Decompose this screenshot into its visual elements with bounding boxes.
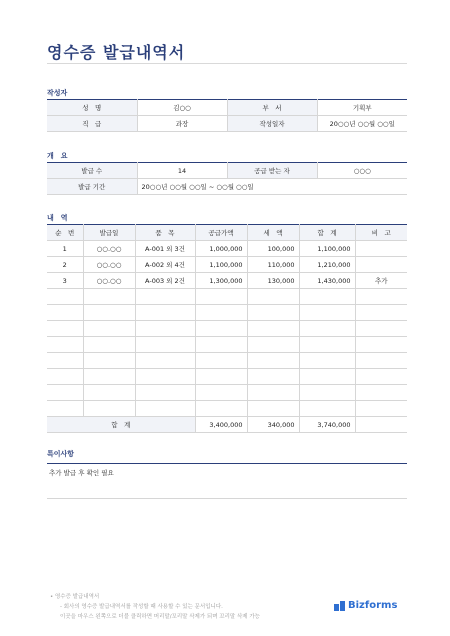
overview-table [47, 162, 407, 195]
details-cell[interactable]: 1,100,000 [299, 241, 355, 257]
details-empty-cell[interactable] [47, 369, 83, 385]
details-empty-cell[interactable] [135, 401, 195, 417]
details-cell[interactable]: 1,100,000 [195, 257, 247, 273]
details-empty-row [47, 305, 407, 321]
details-empty-cell[interactable] [299, 401, 355, 417]
details-empty-cell[interactable] [135, 369, 195, 385]
details-empty-cell[interactable] [195, 401, 247, 417]
details-cell[interactable]: 1,300,000 [195, 273, 247, 289]
details-empty-cell[interactable] [135, 321, 195, 337]
details-empty-cell[interactable] [355, 369, 407, 385]
details-empty-cell[interactable] [299, 321, 355, 337]
details-empty-cell[interactable] [247, 289, 299, 305]
details-table [47, 224, 407, 433]
count-value[interactable]: 14 [137, 163, 227, 179]
bizforms-logo-text: Bizforms [348, 600, 398, 611]
details-empty-cell[interactable] [247, 401, 299, 417]
details-empty-row [47, 369, 407, 385]
name-value[interactable]: 김○○ [137, 100, 227, 116]
details-header-cell: 공급가액 [195, 225, 247, 241]
details-empty-cell[interactable] [83, 289, 135, 305]
details-row [47, 273, 407, 289]
details-cell[interactable]: 추가 [355, 273, 407, 289]
date-label: 작성일자 [227, 116, 317, 132]
details-empty-row [47, 385, 407, 401]
details-empty-cell[interactable] [299, 385, 355, 401]
writer-table [47, 99, 407, 132]
document-title: 영수증 발급내역서 [47, 43, 186, 62]
period-label: 발급 기간 [47, 179, 137, 195]
details-cell[interactable] [355, 257, 407, 273]
details-empty-row [47, 321, 407, 337]
overview-section-label: 개 요 [47, 152, 68, 160]
details-empty-cell[interactable] [47, 401, 83, 417]
count-label: 발급 수 [47, 163, 137, 179]
memo-section-label: 특이사항 [47, 450, 75, 458]
details-empty-cell[interactable] [355, 401, 407, 417]
details-empty-cell[interactable] [135, 353, 195, 369]
bizforms-logo-icon [334, 600, 345, 611]
details-empty-cell[interactable] [299, 337, 355, 353]
details-empty-cell[interactable] [83, 321, 135, 337]
period-value[interactable]: 20○○년 ○○월 ○○일 ~ ○○월 ○○일 [137, 179, 407, 195]
details-empty-cell[interactable] [299, 305, 355, 321]
recipient-label: 공급 받는 자 [227, 163, 317, 179]
footer-line-1: • 영수증 발급내역서 [50, 594, 100, 600]
details-empty-row [47, 337, 407, 353]
details-empty-cell[interactable] [355, 305, 407, 321]
details-empty-cell[interactable] [299, 369, 355, 385]
details-empty-cell[interactable] [195, 337, 247, 353]
details-empty-cell[interactable] [355, 385, 407, 401]
details-empty-cell[interactable] [195, 369, 247, 385]
details-empty-cell[interactable] [47, 353, 83, 369]
details-empty-cell[interactable] [195, 305, 247, 321]
details-empty-cell[interactable] [135, 289, 195, 305]
details-empty-row [47, 289, 407, 305]
details-empty-cell[interactable] [47, 385, 83, 401]
details-empty-cell[interactable] [47, 289, 83, 305]
details-empty-cell[interactable] [247, 305, 299, 321]
details-cell[interactable]: A-002 외 4건 [135, 257, 195, 273]
dept-value[interactable]: 기획부 [317, 100, 407, 116]
details-empty-cell[interactable] [47, 321, 83, 337]
details-cell[interactable]: A-001 외 3건 [135, 241, 195, 257]
details-cell[interactable]: 1 [47, 241, 83, 257]
details-header-cell: 합 계 [299, 225, 355, 241]
details-empty-cell[interactable] [83, 369, 135, 385]
details-empty-cell[interactable] [195, 353, 247, 369]
rank-label: 직 급 [47, 116, 137, 132]
details-empty-cell[interactable] [299, 353, 355, 369]
writer-section-label: 작성자 [47, 89, 68, 97]
details-section-label: 내 역 [47, 214, 68, 222]
details-cell[interactable]: ○○.○○ [83, 241, 135, 257]
details-empty-cell[interactable] [247, 369, 299, 385]
details-cell[interactable]: ○○.○○ [83, 273, 135, 289]
details-header-cell: 세 액 [247, 225, 299, 241]
details-cell[interactable]: 3 [47, 273, 83, 289]
details-empty-cell[interactable] [47, 337, 83, 353]
details-empty-cell[interactable] [247, 353, 299, 369]
date-value[interactable]: 20○○년 ○○월 ○○일 [317, 116, 407, 132]
details-empty-cell[interactable] [355, 321, 407, 337]
bizforms-logo [334, 600, 397, 611]
title-divider [47, 63, 407, 64]
details-empty-cell[interactable] [83, 353, 135, 369]
total-note[interactable] [355, 417, 407, 433]
details-empty-cell[interactable] [135, 305, 195, 321]
name-label: 성 명 [47, 100, 137, 116]
details-empty-cell[interactable] [135, 385, 195, 401]
total-supply: 3,400,000 [195, 417, 247, 433]
details-empty-cell[interactable] [247, 337, 299, 353]
rank-value[interactable]: 과장 [137, 116, 227, 132]
details-row [47, 241, 407, 257]
details-empty-cell[interactable] [47, 305, 83, 321]
total-tax: 340,000 [247, 417, 299, 433]
details-empty-row [47, 401, 407, 417]
details-empty-cell[interactable] [299, 289, 355, 305]
details-header-cell: 비 고 [355, 225, 407, 241]
details-empty-cell[interactable] [195, 385, 247, 401]
details-cell[interactable]: 100,000 [247, 241, 299, 257]
details-cell[interactable]: 1,000,000 [195, 241, 247, 257]
details-cell[interactable]: 110,000 [247, 257, 299, 273]
details-cell[interactable]: 1,430,000 [299, 273, 355, 289]
details-header-cell: 품 목 [135, 225, 195, 241]
footer-line-3: 이곳을 마우스 왼쪽으로 더블 클릭하면 머리말/꼬리말 삭제가 되며 꼬리말 삭제 가능 [60, 614, 260, 620]
details-empty-cell[interactable] [83, 337, 135, 353]
details-empty-cell[interactable] [355, 353, 407, 369]
details-cell[interactable]: 130,000 [247, 273, 299, 289]
recipient-value[interactable]: ○○○ [317, 163, 407, 179]
details-empty-cell[interactable] [83, 401, 135, 417]
details-empty-cell[interactable] [355, 337, 407, 353]
details-cell[interactable]: 1,210,000 [299, 257, 355, 273]
details-cell[interactable]: 2 [47, 257, 83, 273]
details-header-cell: 발급일 [83, 225, 135, 241]
details-header-cell: 순 번 [47, 225, 83, 241]
details-empty-cell[interactable] [135, 337, 195, 353]
memo-box[interactable] [47, 463, 407, 499]
total-sum: 3,740,000 [299, 417, 355, 433]
details-cell[interactable] [355, 241, 407, 257]
details-empty-cell[interactable] [83, 385, 135, 401]
footer-notes [50, 592, 260, 622]
details-empty-cell[interactable] [195, 289, 247, 305]
details-empty-cell[interactable] [195, 321, 247, 337]
total-label: 합 계 [47, 417, 195, 433]
memo-text: 추가 발급 후 확인 필요 [49, 469, 114, 477]
details-cell[interactable]: A-003 외 2건 [135, 273, 195, 289]
details-empty-cell[interactable] [247, 385, 299, 401]
details-empty-cell[interactable] [83, 305, 135, 321]
details-empty-row [47, 353, 407, 369]
dept-label: 부 서 [227, 100, 317, 116]
details-empty-cell[interactable] [355, 289, 407, 305]
footer-line-2: - 회사의 영수증 발급내역서를 작성할 때 사용할 수 있는 문서입니다. [60, 604, 223, 610]
details-empty-cell[interactable] [247, 321, 299, 337]
details-row [47, 257, 407, 273]
details-cell[interactable]: ○○.○○ [83, 257, 135, 273]
